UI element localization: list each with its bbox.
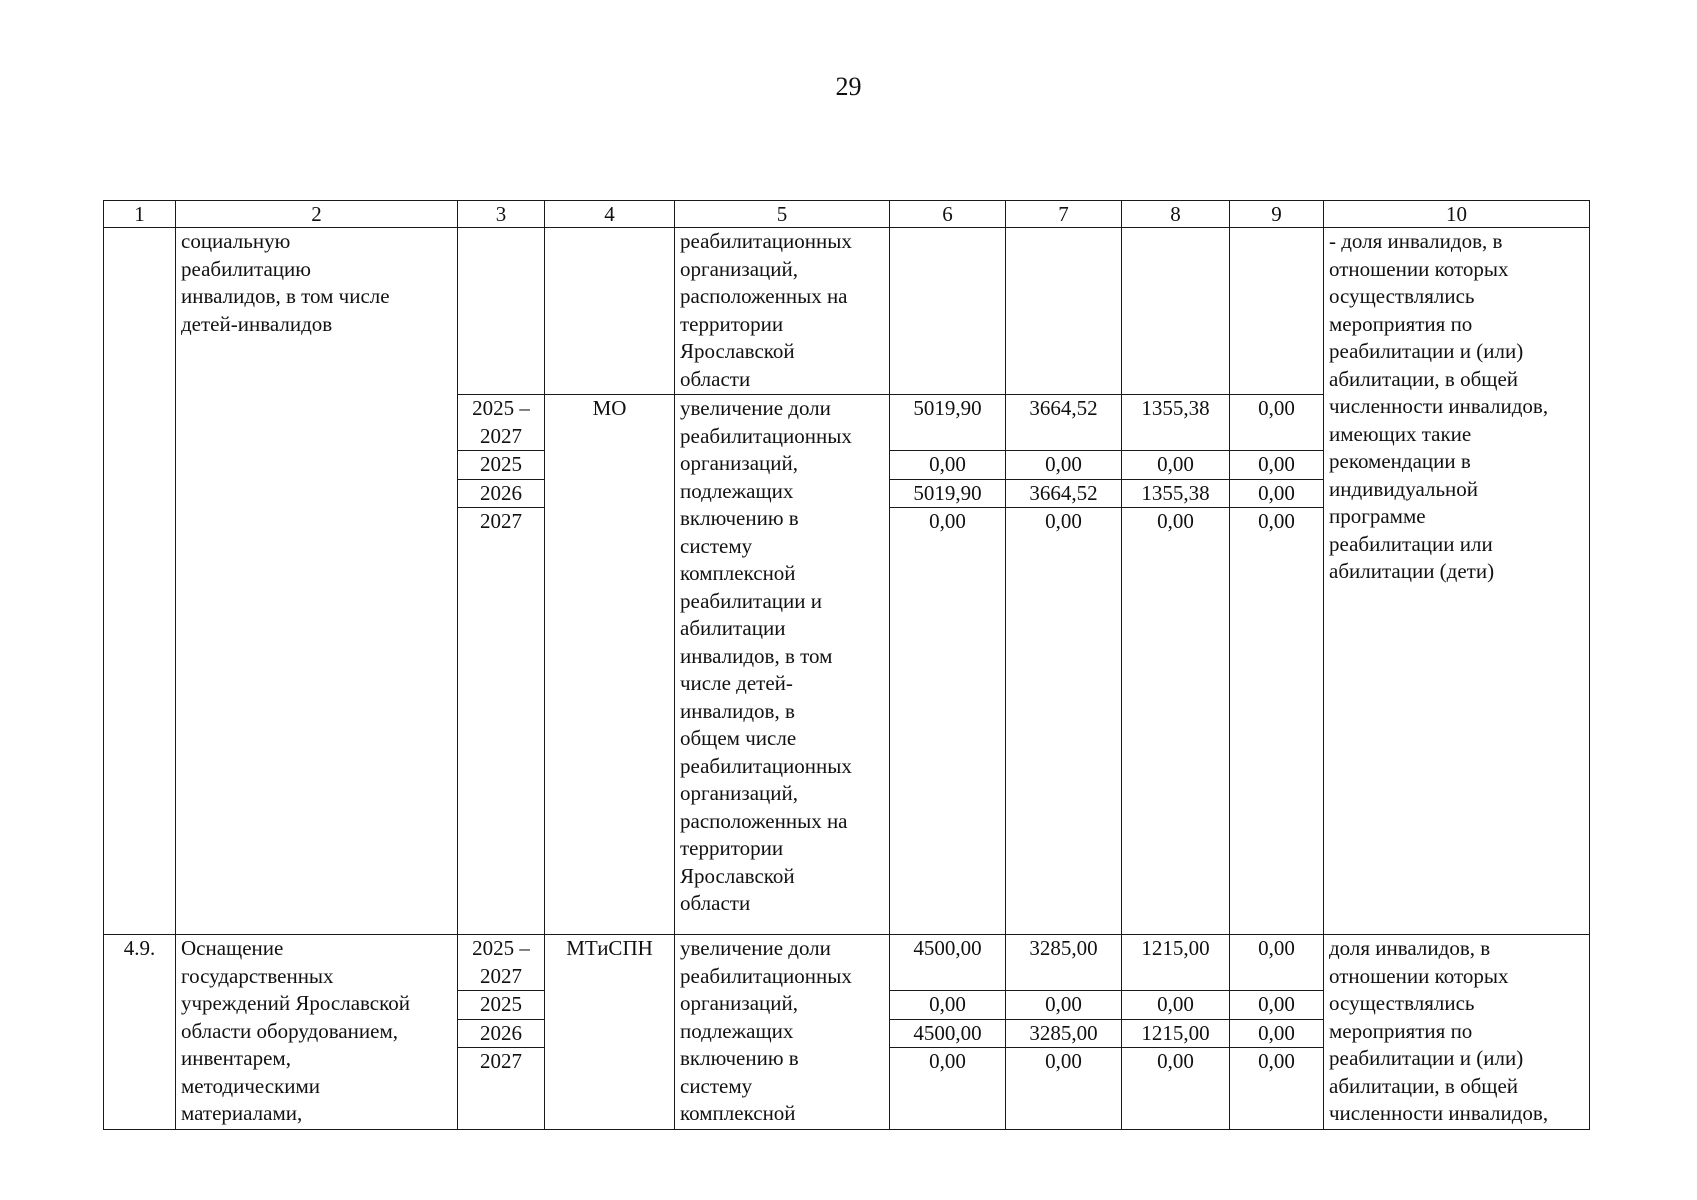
value-cell: 3664,52 (1006, 479, 1122, 508)
value-cell: 1215,00 (1122, 935, 1230, 991)
period-cell: 2025 (458, 451, 545, 480)
value-cell: 0,00 (1230, 508, 1324, 935)
value-cell: 0,00 (1122, 508, 1230, 935)
period-cell: 2027 (458, 508, 545, 935)
value-cell: 4500,00 (890, 935, 1006, 991)
period-cell: 2026 (458, 479, 545, 508)
value-cell (1006, 228, 1122, 395)
executor-cell (545, 228, 675, 395)
value-cell: 0,00 (1006, 991, 1122, 1020)
executor-cell: МО (545, 395, 675, 935)
column-number: 4 (545, 201, 675, 228)
column-number: 3 (458, 201, 545, 228)
measure-number-cell (104, 228, 176, 935)
column-number: 2 (176, 201, 458, 228)
value-cell: 0,00 (1006, 1048, 1122, 1130)
column-number: 6 (890, 201, 1006, 228)
value-cell: 0,00 (1230, 1048, 1324, 1130)
column-number: 7 (1006, 201, 1122, 228)
indicator-cell: увеличение доли реабилитационных организаций, подлежащих включению в систему комплексной реабилитации и абилитации инвалидов, в том числе детей- инвалидов, в общем числе реабилитационных организаций, расположенных на территории Ярославской области (675, 395, 890, 935)
value-cell: 3285,00 (1006, 1019, 1122, 1048)
value-cell: 0,00 (1230, 451, 1324, 480)
value-cell: 0,00 (1122, 991, 1230, 1020)
result-cell: - доля инвалидов, в отношении которых осуществлялись мероприятия по реабилитации и (или) абилитации, в общей численности инвалидов, имеющих такие рекомендации в индивидуальной программе реабилитации или абилитации (дети) (1324, 228, 1590, 935)
value-cell: 5019,90 (890, 479, 1006, 508)
value-cell: 0,00 (890, 991, 1006, 1020)
value-cell: 0,00 (1122, 1048, 1230, 1130)
value-cell: 0,00 (1006, 451, 1122, 480)
table-row (104, 935, 1590, 991)
value-cell: 0,00 (1230, 991, 1324, 1020)
value-cell (1122, 228, 1230, 395)
value-cell: 0,00 (890, 508, 1006, 935)
indicator-cell: увеличение доли реабилитационных организаций, подлежащих включению в систему комплексной (675, 935, 890, 1130)
column-number: 10 (1324, 201, 1590, 228)
period-cell: 2025 – 2027 (458, 395, 545, 451)
value-cell: 1355,38 (1122, 395, 1230, 451)
indicator-cell: реабилитационных организаций, расположенных на территории Ярославской области (675, 228, 890, 395)
value-cell: 3664,52 (1006, 395, 1122, 451)
measure-number-cell: 4.9. (104, 935, 176, 1130)
value-cell: 0,00 (1230, 935, 1324, 991)
column-number: 8 (1122, 201, 1230, 228)
period-cell: 2027 (458, 1048, 545, 1130)
value-cell (890, 228, 1006, 395)
period-cell: 2025 (458, 991, 545, 1020)
measures-table-container (103, 200, 1590, 1130)
value-cell: 4500,00 (890, 1019, 1006, 1048)
value-cell: 0,00 (890, 451, 1006, 480)
value-cell: 0,00 (1230, 479, 1324, 508)
period-cell (458, 228, 545, 395)
column-number: 9 (1230, 201, 1324, 228)
value-cell: 5019,90 (890, 395, 1006, 451)
page-number: 29 (835, 72, 862, 101)
measure-name-cell: Оснащение государственных учреждений Ярославской области оборудованием, инвентарем, методическими материалами, (176, 935, 458, 1130)
period-cell: 2025 – 2027 (458, 935, 545, 991)
value-cell: 0,00 (1006, 508, 1122, 935)
value-cell: 0,00 (1230, 1019, 1324, 1048)
value-cell: 1215,00 (1122, 1019, 1230, 1048)
value-cell: 1355,38 (1122, 479, 1230, 508)
column-numbers-row (104, 201, 1590, 228)
table-row (104, 228, 1590, 395)
column-number: 1 (104, 201, 176, 228)
result-cell: доля инвалидов, в отношении которых осуществлялись мероприятия по реабилитации и (или) абилитации, в общей численности инвалидов, (1324, 935, 1590, 1130)
executor-cell: МТиСПН (545, 935, 675, 1130)
value-cell: 0,00 (1122, 451, 1230, 480)
value-cell: 3285,00 (1006, 935, 1122, 991)
period-cell: 2026 (458, 1019, 545, 1048)
column-number: 5 (675, 201, 890, 228)
value-cell (1230, 228, 1324, 395)
measures-table (103, 200, 1590, 1130)
value-cell: 0,00 (1230, 395, 1324, 451)
measure-name-cell: социальную реабилитацию инвалидов, в том числе детей-инвалидов (176, 228, 458, 935)
value-cell: 0,00 (890, 1048, 1006, 1130)
